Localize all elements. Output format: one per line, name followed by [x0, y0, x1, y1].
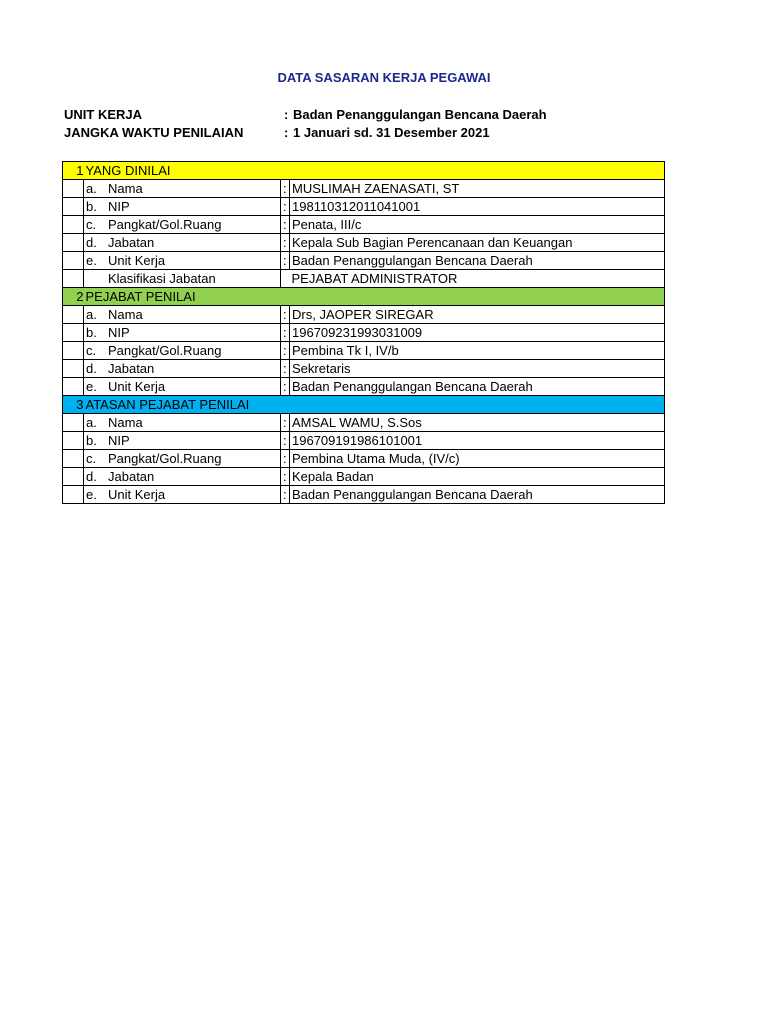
section-header-row	[63, 396, 665, 414]
empty-cell	[63, 198, 84, 216]
field-label-cell	[84, 414, 281, 432]
field-value: Kepala Badan	[290, 468, 665, 486]
document-title: DATA SASARAN KERJA PEGAWAI	[277, 70, 491, 85]
table-row	[63, 252, 665, 270]
field-separator: :	[281, 486, 290, 504]
field-value: 196709231993031009	[290, 324, 665, 342]
field-separator: :	[281, 216, 290, 234]
header-separator: :	[284, 125, 289, 140]
field-letter: b.	[86, 325, 97, 340]
empty-cell	[63, 360, 84, 378]
section-number: 3	[63, 396, 84, 414]
table-row	[63, 378, 665, 396]
field-separator: :	[281, 252, 290, 270]
field-letter: c.	[86, 217, 97, 232]
section-title: PEJABAT PENILAI	[84, 288, 665, 306]
field-value: AMSAL WAMU, S.Sos	[290, 414, 665, 432]
field-label: Jabatan	[108, 361, 155, 376]
field-letter: a.	[86, 415, 97, 430]
table-row	[63, 306, 665, 324]
header-value: Badan Penanggulangan Bencana Daerah	[293, 107, 547, 122]
field-label: Unit Kerja	[108, 253, 166, 268]
data-table	[62, 161, 665, 504]
table-row	[63, 180, 665, 198]
field-label: Pangkat/Gol.Ruang	[108, 451, 222, 466]
field-label-cell	[84, 450, 281, 468]
field-letter: b.	[86, 199, 97, 214]
table-row	[63, 342, 665, 360]
section-number: 2	[63, 288, 84, 306]
field-separator: :	[281, 360, 290, 378]
field-letter: c.	[86, 343, 97, 358]
field-separator: :	[281, 180, 290, 198]
klasifikasi-value: PEJABAT ADMINISTRATOR	[290, 270, 665, 288]
field-label-cell	[84, 432, 281, 450]
field-label-cell	[84, 180, 281, 198]
table-row	[63, 450, 665, 468]
field-letter: a.	[86, 307, 97, 322]
field-value: Penata, III/c	[290, 216, 665, 234]
field-label-cell	[84, 198, 281, 216]
field-label-cell	[84, 468, 281, 486]
header-label: UNIT KERJA	[64, 107, 143, 122]
field-value: 198110312011041001	[290, 198, 665, 216]
field-label: Unit Kerja	[108, 487, 166, 502]
header-separator: :	[284, 107, 289, 122]
field-label: Unit Kerja	[108, 379, 166, 394]
empty-cell	[281, 270, 290, 288]
field-label: NIP	[108, 433, 130, 448]
field-label-cell	[84, 360, 281, 378]
field-separator: :	[281, 432, 290, 450]
field-label: Pangkat/Gol.Ruang	[108, 217, 222, 232]
section-title: ATASAN PEJABAT PENILAI	[84, 396, 665, 414]
table-row	[63, 216, 665, 234]
field-value: Drs, JAOPER SIREGAR	[290, 306, 665, 324]
field-separator: :	[281, 450, 290, 468]
field-value: Badan Penanggulangan Bencana Daerah	[290, 378, 665, 396]
table-row	[63, 468, 665, 486]
table-row	[63, 198, 665, 216]
field-letter: c.	[86, 451, 97, 466]
empty-cell	[63, 432, 84, 450]
field-letter: a.	[86, 181, 97, 196]
field-label: NIP	[108, 325, 130, 340]
header-value: 1 Januari sd. 31 Desember 2021	[293, 125, 490, 140]
field-letter: e.	[86, 487, 97, 502]
section-header-row	[63, 162, 665, 180]
field-value: Pembina Utama Muda, (IV/c)	[290, 450, 665, 468]
klasifikasi-row	[63, 270, 665, 288]
field-value: Pembina Tk I, IV/b	[290, 342, 665, 360]
field-label-cell	[84, 342, 281, 360]
field-label: NIP	[108, 199, 130, 214]
empty-cell	[63, 324, 84, 342]
empty-cell	[63, 450, 84, 468]
table-row	[63, 234, 665, 252]
empty-cell	[63, 342, 84, 360]
field-value: Badan Penanggulangan Bencana Daerah	[290, 486, 665, 504]
field-separator: :	[281, 324, 290, 342]
field-letter: d.	[86, 235, 97, 250]
empty-cell	[63, 234, 84, 252]
field-letter: d.	[86, 361, 97, 376]
section-title: YANG DINILAI	[84, 162, 665, 180]
field-label: Jabatan	[108, 235, 155, 250]
section-number: 1	[63, 162, 84, 180]
field-label: Nama	[108, 181, 143, 196]
data-table-body	[63, 162, 665, 504]
field-separator: :	[281, 378, 290, 396]
field-separator: :	[281, 306, 290, 324]
field-label-cell	[84, 306, 281, 324]
header-label: JANGKA WAKTU PENILAIAN	[64, 125, 244, 140]
empty-cell	[63, 270, 84, 288]
field-separator: :	[281, 414, 290, 432]
field-separator: :	[281, 234, 290, 252]
field-label-cell	[84, 324, 281, 342]
field-separator: :	[281, 342, 290, 360]
field-value: Sekretaris	[290, 360, 665, 378]
empty-cell	[63, 378, 84, 396]
empty-cell	[63, 216, 84, 234]
empty-cell	[63, 468, 84, 486]
empty-cell	[63, 252, 84, 270]
field-label-cell	[84, 216, 281, 234]
section-header-row	[63, 288, 665, 306]
empty-cell	[63, 414, 84, 432]
field-label: Jabatan	[108, 469, 155, 484]
field-label-cell	[84, 234, 281, 252]
field-value: Kepala Sub Bagian Perencanaan dan Keuangan	[290, 234, 665, 252]
field-label: Nama	[108, 415, 143, 430]
empty-cell	[63, 180, 84, 198]
field-letter: b.	[86, 433, 97, 448]
field-label: Pangkat/Gol.Ruang	[108, 343, 222, 358]
field-label-cell	[84, 252, 281, 270]
table-row	[63, 414, 665, 432]
empty-cell	[63, 486, 84, 504]
field-value: 196709191986101001	[290, 432, 665, 450]
field-separator: :	[281, 468, 290, 486]
field-label: Nama	[108, 307, 143, 322]
table-row	[63, 324, 665, 342]
field-letter: d.	[86, 469, 97, 484]
field-value: MUSLIMAH ZAENASATI, ST	[290, 180, 665, 198]
field-value: Badan Penanggulangan Bencana Daerah	[290, 252, 665, 270]
table-row	[63, 486, 665, 504]
field-label-cell	[84, 486, 281, 504]
klasifikasi-label: Klasifikasi Jabatan	[84, 270, 281, 288]
field-label-cell	[84, 378, 281, 396]
empty-cell	[63, 306, 84, 324]
table-row	[63, 360, 665, 378]
field-separator: :	[281, 198, 290, 216]
field-letter: e.	[86, 253, 97, 268]
field-letter: e.	[86, 379, 97, 394]
table-row	[63, 432, 665, 450]
